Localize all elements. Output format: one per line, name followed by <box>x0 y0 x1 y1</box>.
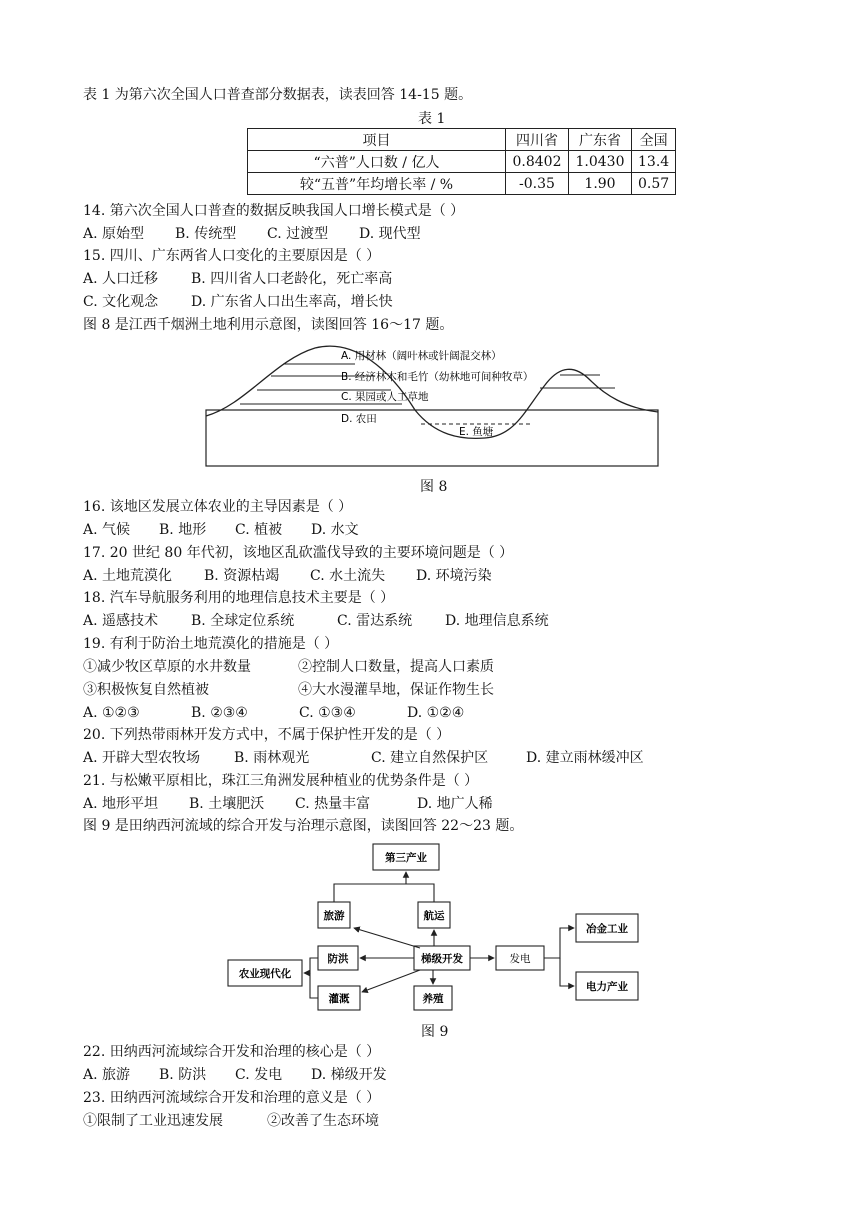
arrow-to-metal <box>544 928 574 958</box>
node-electric: 电力产业 <box>586 981 628 993</box>
option: B. 地形 <box>159 522 207 538</box>
figure-9-caption: 图 9 <box>421 1024 449 1040</box>
fig8-label-e: E. 鱼塘 <box>459 426 494 438</box>
option: B. 传统型 <box>175 226 237 242</box>
option: B. 全球定位系统 <box>191 613 295 629</box>
option: A. 开辟大型农牧场 <box>83 750 201 766</box>
option: C. 过渡型 <box>267 226 329 242</box>
node-flood: 防洪 <box>327 953 349 965</box>
option: B. 雨林观光 <box>234 750 310 766</box>
option: B. 防洪 <box>159 1067 207 1083</box>
figure-9-flow-diagram <box>220 840 645 1012</box>
node-agri: 农业现代化 <box>238 968 292 980</box>
option: A. 土地荒漠化 <box>83 568 173 584</box>
q15-options-row2 <box>83 292 393 312</box>
node-aqua: 养殖 <box>422 993 444 1005</box>
node-tertiary: 第三产业 <box>385 852 427 864</box>
q18-stem: 18. 汽车导航服务利用的地理信息技术主要是（ ） <box>83 590 395 606</box>
table-row <box>248 151 676 173</box>
q16-options <box>83 520 359 540</box>
table-row <box>248 173 676 195</box>
node-irrigation: 灌溉 <box>328 993 350 1005</box>
diagram-frame <box>206 410 658 466</box>
figure-8-land-use-diagram <box>205 340 660 468</box>
node-power: 发电 <box>509 953 531 965</box>
q19-options <box>83 703 464 723</box>
q23-items <box>83 1111 379 1131</box>
arrow-to-tourism <box>354 928 420 948</box>
q21-options <box>83 794 493 814</box>
option: D. ①②④ <box>407 705 465 721</box>
table1 <box>247 128 676 195</box>
option: D. 地理信息系统 <box>445 613 549 629</box>
q23-stem: 23. 田纳西河流域综合开发和治理的意义是（ ） <box>83 1090 381 1106</box>
fig8-label-a: A. 用材林（阔叶林或针阔混交林） <box>341 350 502 362</box>
statement: ③积极恢复自然植被 <box>83 682 209 698</box>
node-tourism: 旅游 <box>323 910 345 922</box>
option: D. 环境污染 <box>416 568 492 584</box>
option: C. 发电 <box>235 1067 283 1083</box>
fig8-label-c: C. 果园或人工草地 <box>341 391 429 403</box>
q19-items-row2 <box>83 680 494 700</box>
q20-options <box>83 748 644 768</box>
node-metal: 冶金工业 <box>586 923 628 935</box>
option: B. 土壤肥沃 <box>189 796 265 812</box>
table-cell: “六普”人口数 / 亿人 <box>248 151 506 173</box>
table-cell: 0.8402 <box>506 151 569 173</box>
q16-stem: 16. 该地区发展立体农业的主导因素是（ ） <box>83 499 353 515</box>
fig8-label-d: D. 农田 <box>341 413 377 425</box>
option: C. 文化观念 <box>83 294 159 310</box>
q17-stem: 17. 20 世纪 80 年代初，该地区乱砍滥伐导致的主要环境问题是（ ） <box>83 545 514 561</box>
table-cell: -0.35 <box>506 173 569 195</box>
statement: ①减少牧区草原的水井数量 <box>83 659 251 675</box>
option: A. 遥感技术 <box>83 613 159 629</box>
fig9-connectors <box>304 872 574 998</box>
figure-8-caption: 图 8 <box>420 479 448 495</box>
option: C. ①③④ <box>299 705 356 721</box>
table-cell: 13.4 <box>632 151 676 173</box>
arrow-to-electric <box>560 958 574 986</box>
option: B. 资源枯竭 <box>204 568 280 584</box>
q14-options <box>83 224 421 244</box>
node-cascade: 梯级开发 <box>421 953 463 965</box>
table-cell: 1.0430 <box>569 151 632 173</box>
q21-stem: 21. 与松嫩平原相比，珠江三角洲发展种植业的优势条件是（ ） <box>83 773 479 789</box>
option: A. 气候 <box>83 522 131 538</box>
table-header-cell: 四川省 <box>506 129 569 151</box>
fig8-label-b: B. 经济林木和毛竹（幼林地可间种牧草） <box>341 371 534 383</box>
option: A. 人口迁移 <box>83 271 159 287</box>
line-irrigation-to-agri <box>310 973 318 998</box>
q22-options <box>83 1065 387 1085</box>
intro-fig8: 图 8 是江西千烟洲土地利用示意图，读图回答 16～17 题。 <box>83 317 454 333</box>
option: A. 旅游 <box>83 1067 131 1083</box>
option: A. 原始型 <box>83 226 145 242</box>
q18-options <box>83 611 549 631</box>
statement: ②控制人口数量，提高人口素质 <box>298 659 494 675</box>
intro-fig9: 图 9 是田纳西河流域的综合开发与治理示意图，读图回答 22～23 题。 <box>83 818 524 834</box>
option: A. 地形平坦 <box>83 796 159 812</box>
table-header-cell: 广东省 <box>569 129 632 151</box>
option: D. 广东省人口出生率高，增长快 <box>191 294 393 310</box>
option: D. 建立雨林缓冲区 <box>526 750 644 766</box>
q19-stem: 19. 有利于防治土地荒漠化的措施是（ ） <box>83 636 339 652</box>
q15-stem: 15. 四川、广东两省人口变化的主要原因是（ ） <box>83 248 381 264</box>
statement: ①限制了工业迅速发展 <box>83 1113 223 1129</box>
option: D. 水文 <box>311 522 359 538</box>
table-cell: 较“五普”年均增长率 / % <box>248 173 506 195</box>
table-header-cell: 全国 <box>632 129 676 151</box>
option: C. 雷达系统 <box>337 613 413 629</box>
option: D. 梯级开发 <box>311 1067 387 1083</box>
q14-stem: 14. 第六次全国人口普查的数据反映我国人口增长模式是（ ） <box>83 203 465 219</box>
q15-options-row1 <box>83 269 392 289</box>
node-shipping: 航运 <box>423 910 445 922</box>
table-header-row <box>248 129 676 151</box>
option: D. 现代型 <box>359 226 421 242</box>
option: C. 植被 <box>235 522 283 538</box>
table-cell: 1.90 <box>569 173 632 195</box>
q17-options <box>83 566 492 586</box>
intro-table1: 表 1 为第六次全国人口普查部分数据表，读表回答 14-15 题。 <box>83 87 473 103</box>
option: C. 水土流失 <box>310 568 386 584</box>
arrow-to-irrigation <box>362 970 420 992</box>
table1-caption: 表 1 <box>418 111 446 127</box>
statement: ②改善了生态环境 <box>267 1113 379 1129</box>
option: B. 四川省人口老龄化，死亡率高 <box>191 271 393 287</box>
option: A. ①②③ <box>83 705 140 721</box>
q20-stem: 20. 下列热带雨林开发方式中，不属于保护性开发的是（ ） <box>83 727 451 743</box>
option: C. 建立自然保护区 <box>371 750 489 766</box>
table-header-cell: 项目 <box>248 129 506 151</box>
q22-stem: 22. 田纳西河流域综合开发和治理的核心是（ ） <box>83 1044 381 1060</box>
connector-tourism-shipping <box>334 884 434 902</box>
q19-items-row1 <box>83 657 494 677</box>
option: B. ②③④ <box>191 705 248 721</box>
table-cell: 0.57 <box>632 173 676 195</box>
arrow-flood-to-agri <box>304 958 318 973</box>
option: C. 热量丰富 <box>295 796 371 812</box>
statement: ④大水漫灌旱地，保证作物生长 <box>298 682 494 698</box>
option: D. 地广人稀 <box>417 796 493 812</box>
